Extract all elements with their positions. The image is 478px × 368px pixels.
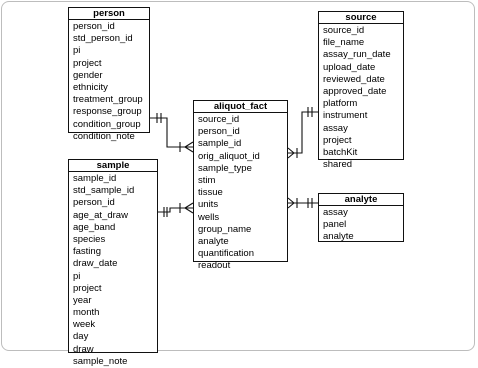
entity-title: analyte [319,194,403,206]
entity-field: pi [73,270,81,282]
entity-field: person_id [73,21,115,32]
relationship-source-aliquot [288,107,318,158]
entity-field: reviewed_date [323,73,385,85]
entity-field: age_band [73,221,116,233]
entity-title: sample [69,160,157,172]
entity-person [68,7,150,142]
entity-title: aliquot_fact [194,101,287,113]
entity-field: age_at_draw [73,209,128,221]
entity-field: person_id [198,126,240,138]
relationship-analyte-aliquot [288,198,318,208]
entity-field: std_sample_id [73,185,135,197]
entity-field: wells [198,211,220,223]
entity-field: ethnicity [73,81,108,93]
entity-field: source_id [323,25,365,36]
entity-field: treatment_group [73,94,143,106]
entity-field: units [198,199,219,211]
entity-field: project [73,282,102,294]
entity-field: fasting [73,246,101,258]
entity-field: orig_aliquot_id [198,150,260,162]
relationship-sample-aliquot [158,203,193,217]
entity-field: species [73,233,106,245]
relationship-person-aliquot [150,113,193,152]
entity-field: condition_group [73,118,141,130]
entity-field: assay [323,207,348,218]
entity-field: readout [198,260,231,272]
entity-field: stim [198,174,216,186]
entity-field: source_id [198,114,240,125]
entity-aliquot-fact [193,100,288,272]
entity-field: week [73,319,96,331]
entity-field: analyte [198,235,229,247]
entity-field: batchKit [323,146,358,158]
entity-field: draw_date [73,258,118,270]
entity-field: assay [323,122,348,134]
entity-title: person [69,8,149,20]
entity-sample [68,159,158,367]
entity-field: platform [323,98,358,110]
entity-field: condition_note [73,130,135,142]
entity-field: assay_run_date [323,49,391,61]
entity-field: instrument [323,110,368,122]
entity-field: pi [73,45,81,57]
entity-field: upload_date [323,61,376,73]
entity-field: approved_date [323,85,387,97]
entity-field: file_name [323,37,365,49]
entity-field: quantification [198,248,254,260]
entity-field: sample_id [73,173,117,184]
entity-field: sample_id [198,138,242,150]
entity-field: shared [323,159,353,171]
entity-field: response_group [73,106,142,118]
entity-field: panel [323,219,347,231]
entity-field: sample_note [73,355,128,367]
entity-source [318,11,404,171]
entity-field: draw [73,343,94,355]
entity-analyte [318,193,404,242]
entity-title: source [319,12,403,24]
entity-field: tissue [198,187,223,199]
entity-field: person_id [73,197,115,209]
entity-field: std_person_id [73,33,133,45]
entity-field: year [73,294,92,306]
entity-field: sample_type [198,162,252,174]
entity-field: project [323,134,352,146]
entity-field: gender [73,69,103,81]
entity-field: day [73,331,89,343]
entity-field: group_name [198,223,252,235]
entity-field: analyte [323,231,354,243]
entity-field: project [73,57,102,69]
entity-field: month [73,307,100,319]
